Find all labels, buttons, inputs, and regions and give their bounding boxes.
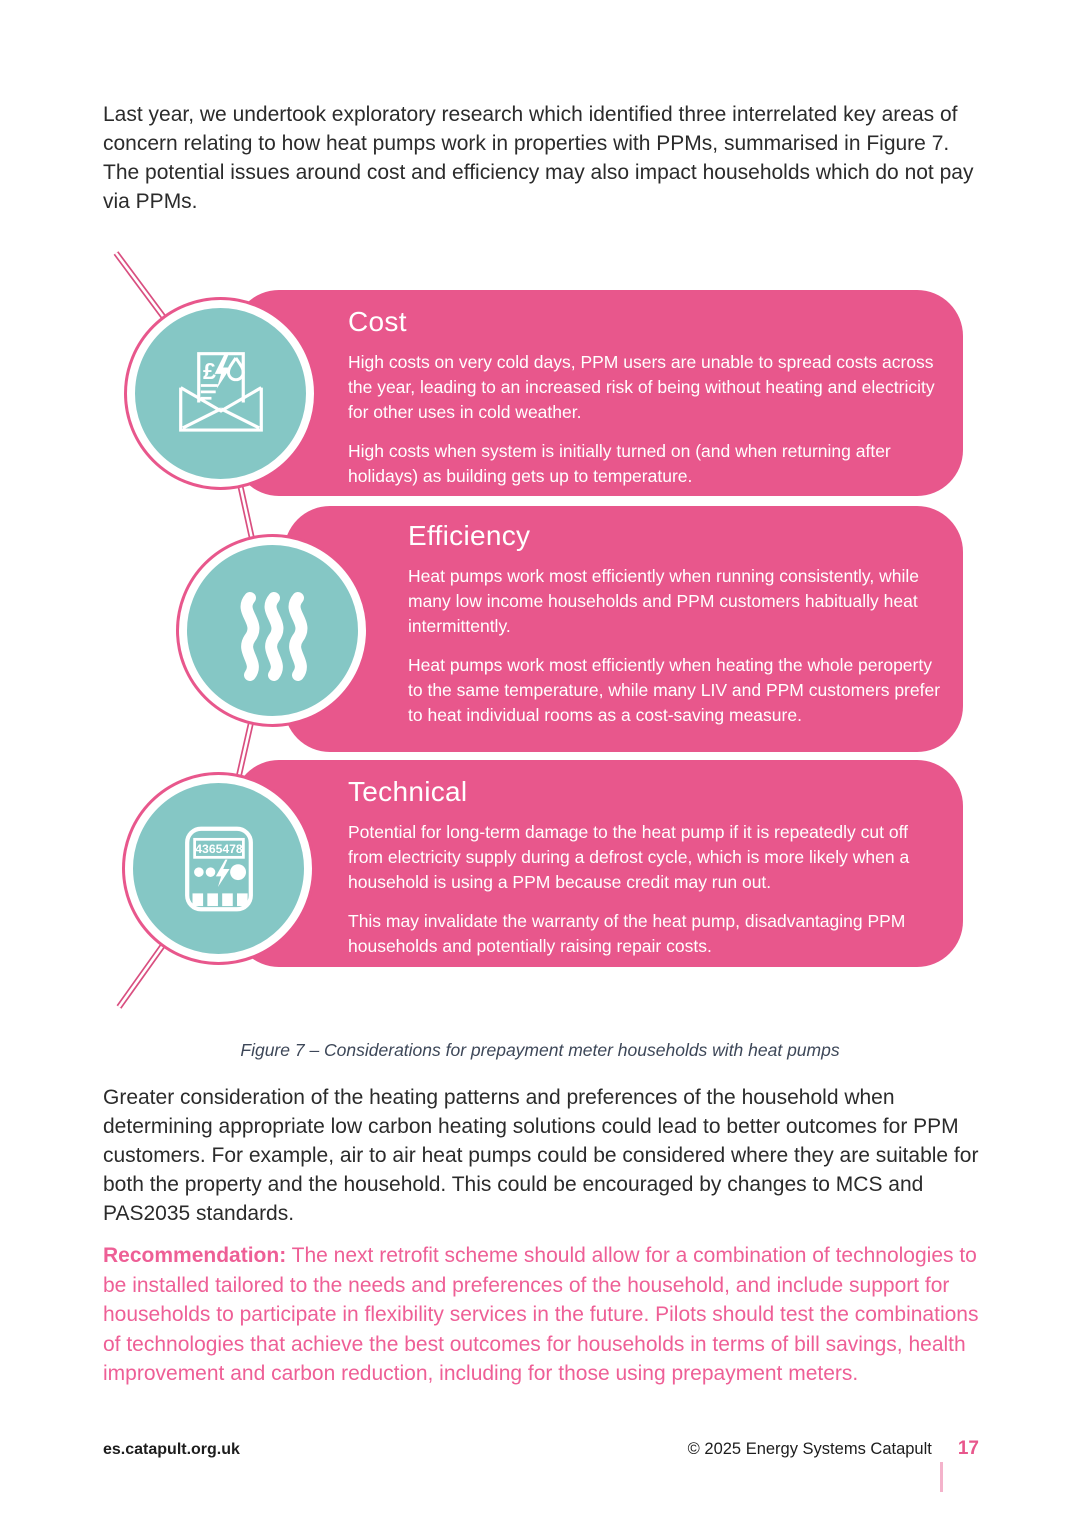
heat-waves-icon <box>223 581 323 681</box>
technical-card-paragraph: Potential for long-term damage to the heat pump if it is repeatedly cut off from electricity supply during a defrost cycle, which is more likely when a household is using a PPM because credit may run out. <box>348 822 910 892</box>
figure-caption: Figure 7 – Considerations for prepayment meter households with heat pumps <box>240 1040 840 1060</box>
technical-icon-circle <box>125 775 312 962</box>
website-link[interactable]: es.catapult.org.uk <box>103 1441 240 1458</box>
intro-paragraph: Last year, we undertook exploratory research which identified three interrelated key areas of concern relating to how heat pumps work in properties with PPMs, summarised in Figure 7. The potential issues around cost and efficiency may also impact households which do not pay via PPMs. <box>103 103 974 213</box>
page-footer <box>103 1438 979 1460</box>
page-number: 17 <box>957 1438 979 1459</box>
technical-card-title: Technical <box>348 776 468 807</box>
electricity-meter-icon <box>166 816 272 922</box>
recommendation-text: The next retrofit scheme should allow for a combination of technologies to be installed tailored to the needs and preferences of the household, and include support for households to participate in flexibility services in the future. Pilots should test the combinations of technologies that achieve the best outcomes for households in terms of bill savings, health improvement and carbon reduction, including for those using prepayment meters. <box>103 1244 979 1385</box>
cost-card-paragraph: High costs when system is initially turned on (and when returning after holidays) as building gets up to temperature. <box>348 441 891 486</box>
bill-envelope-icon <box>168 341 274 447</box>
meter-display: 4365478 <box>194 841 243 856</box>
body-paragraph: Greater consideration of the heating patterns and preferences of the household when determining appropriate low carbon heating solutions could lead to better outcomes for PPM customers. For example, air to air heat pumps could be considered where they are suitable for both the property and the household. This could be encouraged by changes to MCS and PAS2035 standards. <box>103 1086 979 1225</box>
cost-card <box>233 290 963 496</box>
copyright-text: © 2025 Energy Systems Catapult <box>687 1440 932 1458</box>
footer-right <box>688 1438 979 1460</box>
lightning-bolt-icon <box>215 859 229 887</box>
efficiency-card-paragraph: Heat pumps work most efficiently when running consistently, while many low income households and PPM customers habitually heat intermittently. <box>408 566 919 636</box>
cost-card-paragraph: High costs on very cold days, PPM users are unable to spread costs across the year, leading to an increased risk of being without heating and electricity for other uses in cold weather. <box>348 352 935 422</box>
technical-card <box>233 760 963 967</box>
efficiency-card <box>284 506 963 752</box>
recommendation-paragraph <box>103 1241 985 1389</box>
efficiency-card-title: Efficiency <box>408 520 531 551</box>
recommendation-label: Recommendation: <box>103 1244 287 1267</box>
technical-card-paragraph: This may invalidate the warranty of the heat pump, disadvantaging PPM households and potentially raising repair costs. <box>348 911 906 956</box>
pound-symbol: £ <box>202 357 216 384</box>
page-number-tick <box>940 1462 943 1492</box>
cost-card-title: Cost <box>348 306 407 337</box>
efficiency-icon-circle <box>179 537 366 724</box>
efficiency-card-paragraph: Heat pumps work most efficiently when heating the whole peroperty to the same temperature, while many LIV and PPM customers prefer to heat individual rooms as a cost-saving measure. <box>408 655 941 725</box>
cost-icon-circle <box>127 300 314 487</box>
